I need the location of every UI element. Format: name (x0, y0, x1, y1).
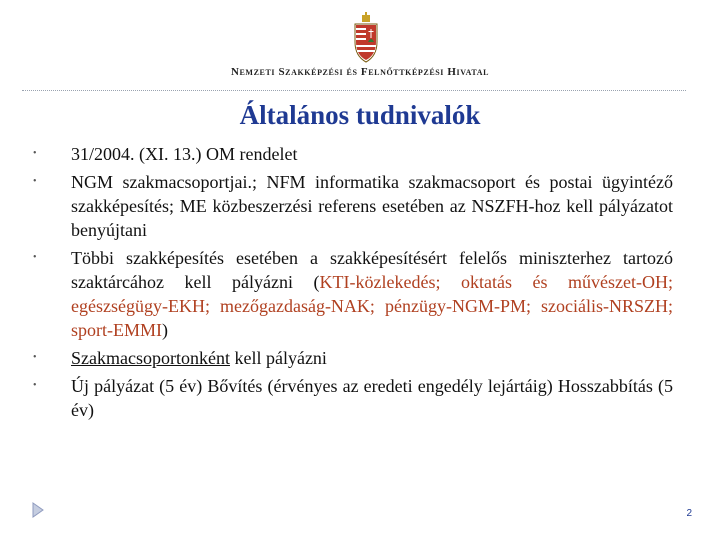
page-number: 2 (686, 508, 692, 519)
bullet-item (33, 374, 673, 422)
bullet-text (71, 246, 673, 342)
header-divider (22, 90, 686, 91)
bullet-text (71, 170, 673, 242)
bullet-dot-icon: • (33, 380, 37, 391)
bullet-item (33, 142, 673, 166)
bullet-text (71, 346, 673, 370)
bullet-dot-icon: • (33, 148, 37, 159)
hungarian-coat-of-arms-icon (353, 12, 379, 64)
bullet-item (33, 346, 673, 370)
bullet-text (71, 142, 673, 166)
bullet-item (33, 246, 673, 342)
bullet-dot-icon: • (33, 252, 37, 263)
bullet-dot-icon: • (33, 176, 37, 187)
bullet-text-segment: Új pályázat (5 év) Bővítés (érvényes az eredeti engedély lejártáig) Hosszabbítás (5 év) (71, 376, 673, 420)
bullet-list (33, 142, 673, 426)
bullet-text-segment: KTI-közlekedés; oktatás és művészet-OH; egészségügy-EKH; mezőgazdaság-NAK; pénzügy-NGM-PM; szociális-NRSZH; sport-EMMI (71, 272, 673, 340)
bullet-text (71, 374, 673, 422)
next-slide-arrow-icon[interactable] (32, 502, 44, 518)
bullet-text-segment: Szakmacsoportonként (71, 348, 230, 368)
slide-title: Általános tudnivalók (239, 100, 481, 130)
bullet-text-segment: Többi szakképesítés esetében a szakképesítésért felelős miniszterhez tartozó szaktárcához kell pályázni ( (71, 248, 673, 292)
agency-name: Nemzeti Szakképzési és Felnőttképzési Hivatal (230, 66, 490, 78)
bullet-text-segment: NGM szakmacsoportjai.; NFM informatika szakmacsoport és postai ügyintéző szakképesítés; ME közbeszerzési referens esetében az NSZFH-hoz kell pályázatot benyújtani (71, 172, 673, 240)
bullet-dot-icon: • (33, 352, 37, 363)
bullet-text-segment: kell pályázni (229, 348, 327, 368)
bullet-text-segment: ) (162, 320, 168, 340)
bullet-text-segment: 31/2004. (XI. 13.) OM rendelet (71, 144, 298, 164)
bullet-item (33, 170, 673, 242)
